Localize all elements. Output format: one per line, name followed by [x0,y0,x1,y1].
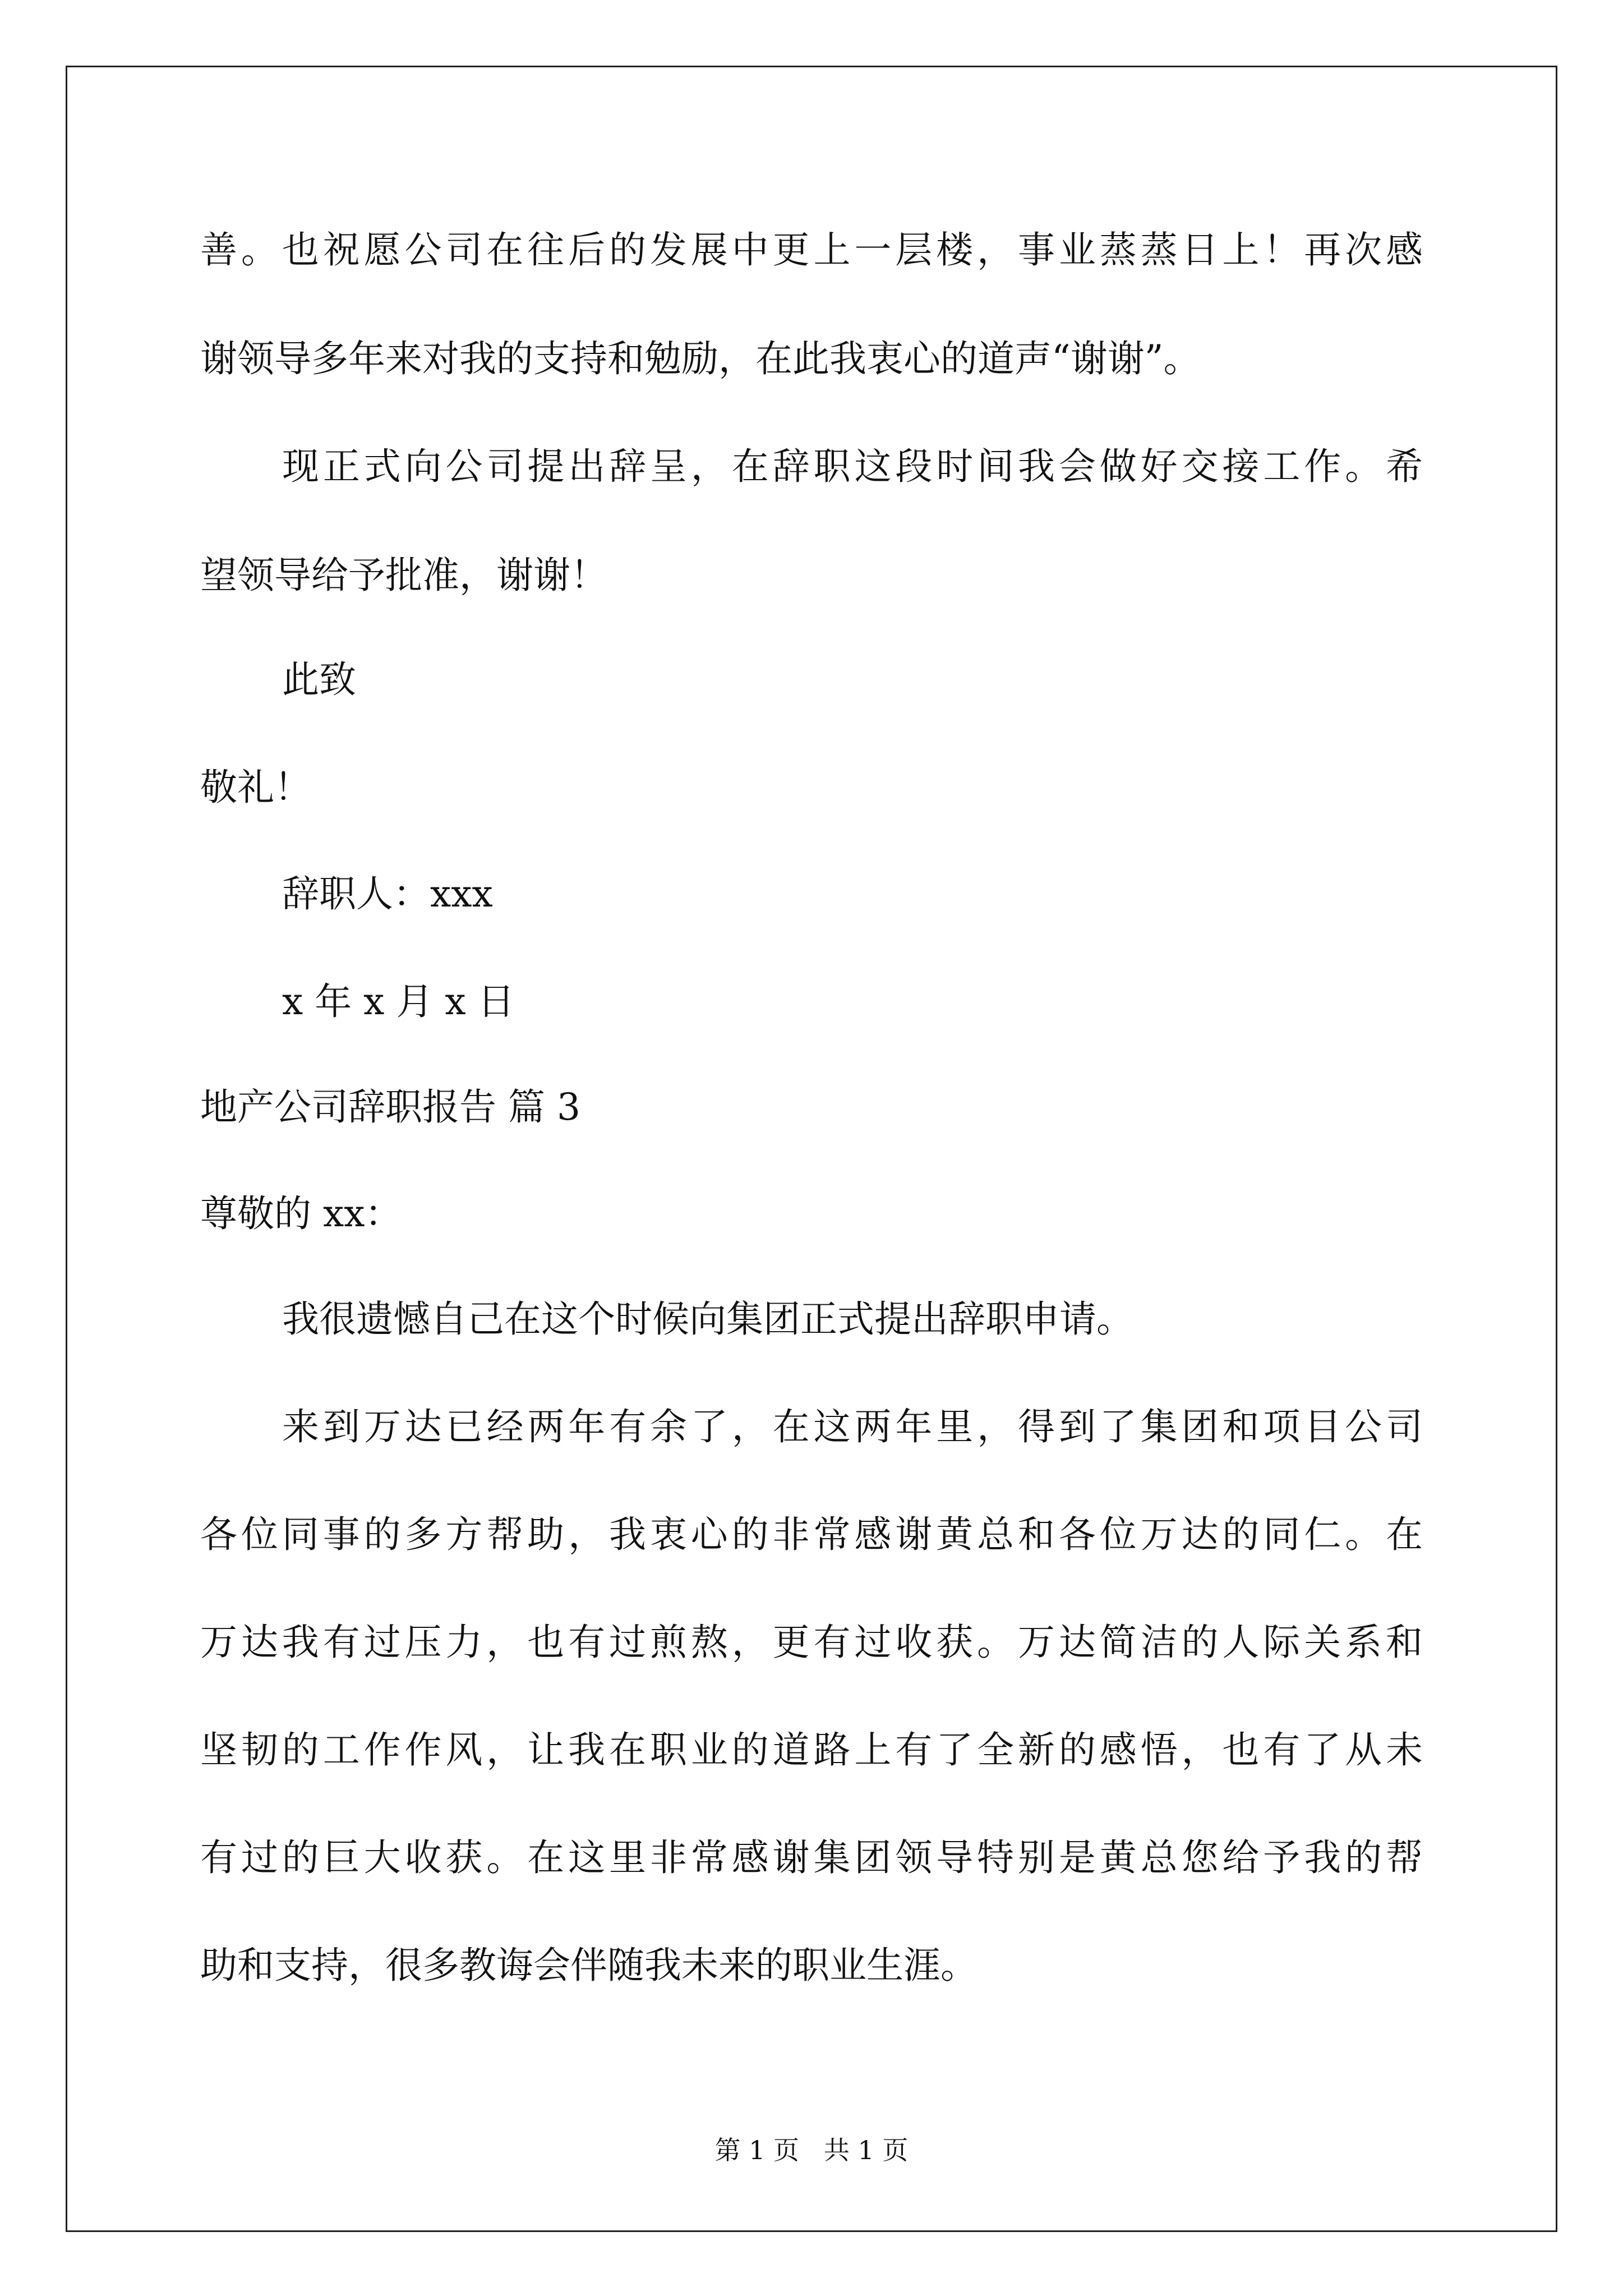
closing-respect: 敬礼！ [200,766,311,809]
section-heading: 地产公司辞职报告 篇 3 [200,1085,580,1129]
paragraph-line: 善。也祝愿公司在往后的发展中更上一层楼，事业蒸蒸日上！再次感 [200,228,1423,272]
paragraph-line: 坚韧的工作作风，让我在职业的道路上有了全新的感悟，也有了从未 [200,1728,1423,1772]
paragraph-line: 现正式向公司提出辞呈，在辞职这段时间我会做好交接工作。希 [282,445,1423,488]
date-line: x 年 x 月 x 日 [282,980,515,1023]
paragraph-line: 望领导给予批准，谢谢！ [200,554,607,597]
page-border [66,66,1557,2232]
paragraph-line: 谢领导多年来对我的支持和勉励，在此我衷心的道声“谢谢”。 [200,337,1201,380]
paragraph-line: 有过的巨大收获。在这里非常感谢集团领导特别是黄总您给予我的帮 [200,1836,1423,1879]
paragraph-line: 各位同事的多方帮助，我衷心的非常感谢黄总和各位万达的同仁。在 [200,1513,1423,1556]
closing-salutation: 此致 [282,658,356,701]
paragraph-line: 我很遗憾自己在这个时候向集团正式提出辞职申请。 [282,1297,1133,1341]
greeting-line: 尊敬的 xx： [200,1192,402,1235]
signer-line: 辞职人：xxx [282,872,493,915]
page-number-footer: 第 1 页 共 1 页 [714,2135,909,2165]
paragraph-line: 万达我有过压力，也有过煎熬，更有过收获。万达简洁的人际关系和 [200,1621,1423,1664]
paragraph-line: 助和支持，很多教诲会伴随我未来的职业生涯。 [200,1944,978,1987]
paragraph-line: 来到万达已经两年有余了，在这两年里，得到了集团和项目公司 [282,1405,1423,1448]
